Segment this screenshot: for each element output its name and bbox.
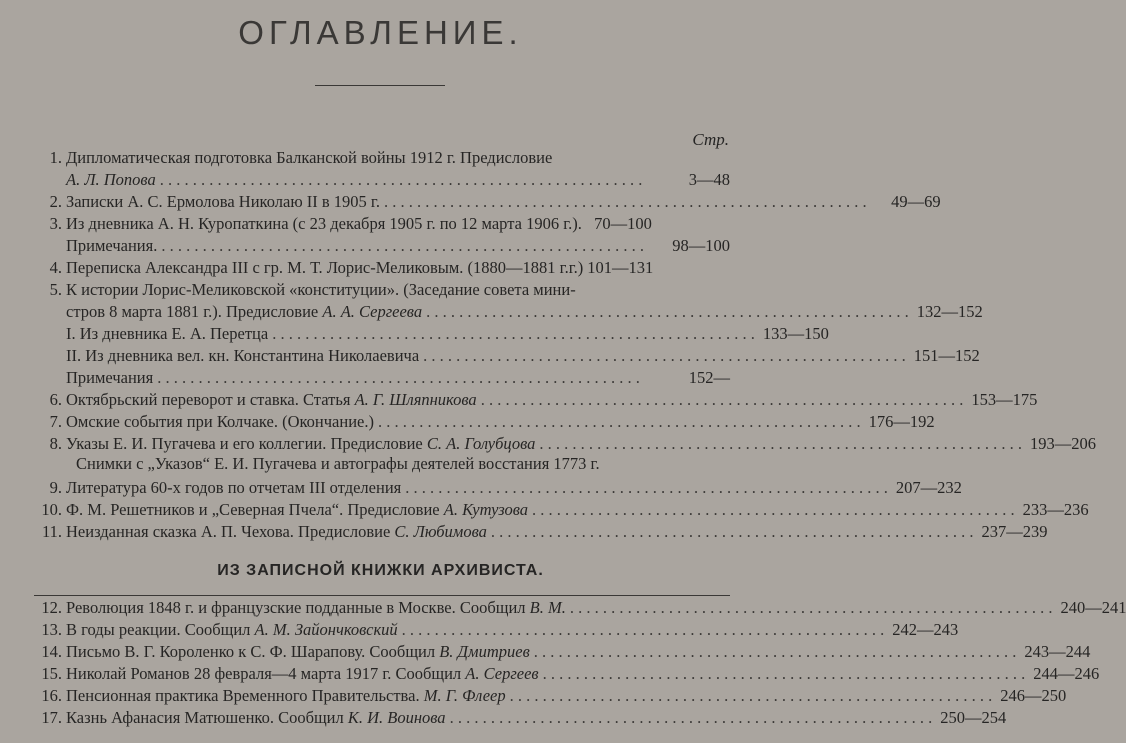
toc-entry xyxy=(16,642,1091,664)
entry-author: К. И. Воинова xyxy=(347,708,446,727)
toc-entry xyxy=(16,192,941,214)
toc-entry xyxy=(16,390,1038,412)
entry-author: А. Л. Попова xyxy=(66,170,156,189)
pages-header: Стр. xyxy=(692,130,729,149)
toc-entry xyxy=(16,522,1048,544)
dot-leader xyxy=(402,620,885,640)
dot-leader xyxy=(272,324,755,344)
entry-author: А. Г. Шляпникова xyxy=(354,390,477,409)
entry-number: 6. xyxy=(49,390,62,409)
dot-leader xyxy=(570,598,1053,618)
toc-entry xyxy=(16,236,730,258)
dot-leader xyxy=(426,302,909,322)
entry-title: Николай Романов 28 февраля—4 марта 1917 г. Сообщил А. Сергеев xyxy=(66,664,539,683)
entry-title: Переписка Александра III с гр. М. Т. Лорис-Меликовым. (1880—1881 г.г.) xyxy=(66,258,584,277)
toc-subentry xyxy=(16,368,730,390)
dot-leader xyxy=(543,664,1026,684)
entry-number: 10. xyxy=(41,500,62,519)
entry-title-cont: стров 8 марта 1881 г.). Предисловие А. А. Сергеева xyxy=(66,302,423,321)
toc-entry xyxy=(16,412,935,434)
dot-leader xyxy=(534,642,1017,662)
dot-leader xyxy=(450,708,933,728)
dot-leader xyxy=(532,500,1015,520)
dot-leader xyxy=(510,686,993,706)
entry-number: 5. xyxy=(49,280,62,299)
dot-leader xyxy=(491,522,974,542)
entry-author: С. Любимова xyxy=(394,522,487,541)
entry-number: 9. xyxy=(49,478,62,497)
entry-number: 4. xyxy=(49,258,62,277)
entry-title: Революция 1848 г. и французские подданные в Москве. Сообщил В. М. xyxy=(66,598,566,617)
entry-pages: 176—192 xyxy=(868,412,935,431)
entry-title: Примечания. xyxy=(66,236,158,255)
dot-leader xyxy=(161,236,656,256)
entry-number: 15. xyxy=(41,664,62,683)
entry-pages: 233—236 xyxy=(1022,500,1089,519)
toc-entry xyxy=(16,620,959,642)
dot-leader xyxy=(160,170,656,190)
illustrations-caption: Снимки с „Указов“ Е. И. Пугачева и автографы деятелей восстания 1773 г. xyxy=(76,454,600,473)
entry-pages: 242—243 xyxy=(892,620,959,639)
toc-subentry xyxy=(16,324,829,346)
entry-pages: 193—206 xyxy=(1030,434,1097,453)
entry-author: В. М. xyxy=(529,598,566,617)
toc-entry xyxy=(16,664,1100,686)
entry-title: Письмо В. Г. Короленко к С. Ф. Шарапову. Сообщил В. Дмитриев xyxy=(66,642,530,661)
dot-leader xyxy=(405,478,888,498)
entry-pages: 153—175 xyxy=(971,390,1038,409)
entry-pages: 98—100 xyxy=(672,236,730,255)
toc-entry xyxy=(16,434,1097,456)
toc-entry xyxy=(16,500,1089,522)
entry-title: I. Из дневника Е. А. Перетца xyxy=(66,324,269,343)
entry-number: 7. xyxy=(49,412,62,431)
section-rule xyxy=(34,595,730,596)
dot-leader xyxy=(423,346,906,366)
entry-pages: 101—131 xyxy=(587,258,654,277)
entry-author: М. Г. Флеер xyxy=(423,686,506,705)
dot-leader xyxy=(481,390,964,410)
toc-entry-1-line1 xyxy=(16,148,730,170)
entry-pages: 152— xyxy=(688,368,730,387)
toc-entry xyxy=(16,214,730,236)
entry-pages: 133—150 xyxy=(762,324,829,343)
entry-title: К истории Лорис-Меликовской «конституции». (Заседание совета мини- xyxy=(66,280,576,299)
entry-pages: 132—152 xyxy=(916,302,983,321)
entry-number: 12. xyxy=(41,598,62,617)
entry-title: Октябрьский переворот и ставка. Статья А. Г. Шляпникова xyxy=(66,390,477,409)
entry-title: Омские события при Колчаке. (Окончание.) xyxy=(66,412,374,431)
entry-number: 16. xyxy=(41,686,62,705)
toc-entry xyxy=(16,686,1067,708)
entry-title: Казнь Афанасия Матюшенко. Сообщил К. И. Воинова xyxy=(66,708,446,727)
dot-leader xyxy=(539,434,1022,454)
entry-pages: 151—152 xyxy=(913,346,980,365)
dot-leader xyxy=(157,368,656,388)
entry-title: Записки А. С. Ермолова Николаю II в 1905 г. xyxy=(66,192,380,211)
entry-title: Дипломатическая подготовка Балканской войны 1912 г. Предисловие xyxy=(66,148,553,167)
entry-author: А. М. Зайончковский xyxy=(254,620,398,639)
entry-author: А. Кутузова xyxy=(443,500,529,519)
entry-number: 11. xyxy=(41,522,62,541)
entry-number: 14. xyxy=(41,642,62,661)
entry-pages: 250—254 xyxy=(940,708,1007,727)
entry-number: 17. xyxy=(41,708,62,727)
entry-title: Из дневника А. Н. Куропаткина (с 23 декабря 1905 г. по 12 марта 1906 г.). xyxy=(66,214,582,233)
entry-title: Указы Е. И. Пугачева и его коллегии. Предисловие С. А. Голубцова xyxy=(66,434,536,453)
toc-entry xyxy=(16,258,730,280)
entry-title: II. Из дневника вел. кн. Константина Николаевича xyxy=(66,346,420,365)
toc-entry xyxy=(16,708,1007,730)
entry-pages: 207—232 xyxy=(895,478,962,497)
entry-title: Пенсионная практика Временного Правительства. М. Г. Флеер xyxy=(66,686,506,705)
entry-number: 3. xyxy=(49,214,62,233)
entry-number: 1. xyxy=(49,148,62,167)
entry-author: В. Дмитриев xyxy=(439,642,530,661)
entry-title: Литература 60-х годов по отчетам III отделения xyxy=(66,478,402,497)
toc-subentry xyxy=(16,346,980,368)
entry-pages: 237—239 xyxy=(981,522,1048,541)
entry-number: 2. xyxy=(49,192,62,211)
toc-entry xyxy=(16,598,1126,620)
entry-number: 8. xyxy=(49,434,62,453)
entry-title: Примечания xyxy=(66,368,154,387)
dot-leader xyxy=(378,412,861,432)
entry-pages: 244—246 xyxy=(1033,664,1100,683)
entry-pages: 70—100 xyxy=(594,214,652,233)
toc-entry xyxy=(16,478,962,500)
dot-leader xyxy=(384,192,867,212)
entry-title: Неизданная сказка А. П. Чехова. Предисловие С. Любимова xyxy=(66,522,487,541)
toc-entry-1-line2 xyxy=(16,170,730,192)
entry-number: 13. xyxy=(41,620,62,639)
entry-pages: 243—244 xyxy=(1024,642,1091,661)
entry-pages: 3—48 xyxy=(688,170,730,189)
entry-author: С. А. Голубцова xyxy=(426,434,536,453)
entry-pages: 49—69 xyxy=(891,192,941,211)
entry-pages: 240—241 xyxy=(1060,598,1126,617)
entry-title: В годы реакции. Сообщил А. М. Зайончковский xyxy=(66,620,398,639)
title-rule xyxy=(315,85,445,86)
entry-pages: 246—250 xyxy=(1000,686,1067,705)
entry-author: А. А. Сергеева xyxy=(322,302,423,321)
section-heading: ИЗ ЗАПИСНОЙ КНИЖКИ АРХИВИСТА. xyxy=(217,562,544,579)
toc-entry-5-line2 xyxy=(16,302,983,324)
toc-entry-5-line1 xyxy=(16,280,730,302)
page-title: ОГЛАВЛЕНИЕ. xyxy=(238,14,523,51)
entry-title: Ф. М. Решетников и „Северная Пчела“. Предисловие А. Кутузова xyxy=(66,500,529,519)
entry-author: А. Сергеев xyxy=(465,664,539,683)
